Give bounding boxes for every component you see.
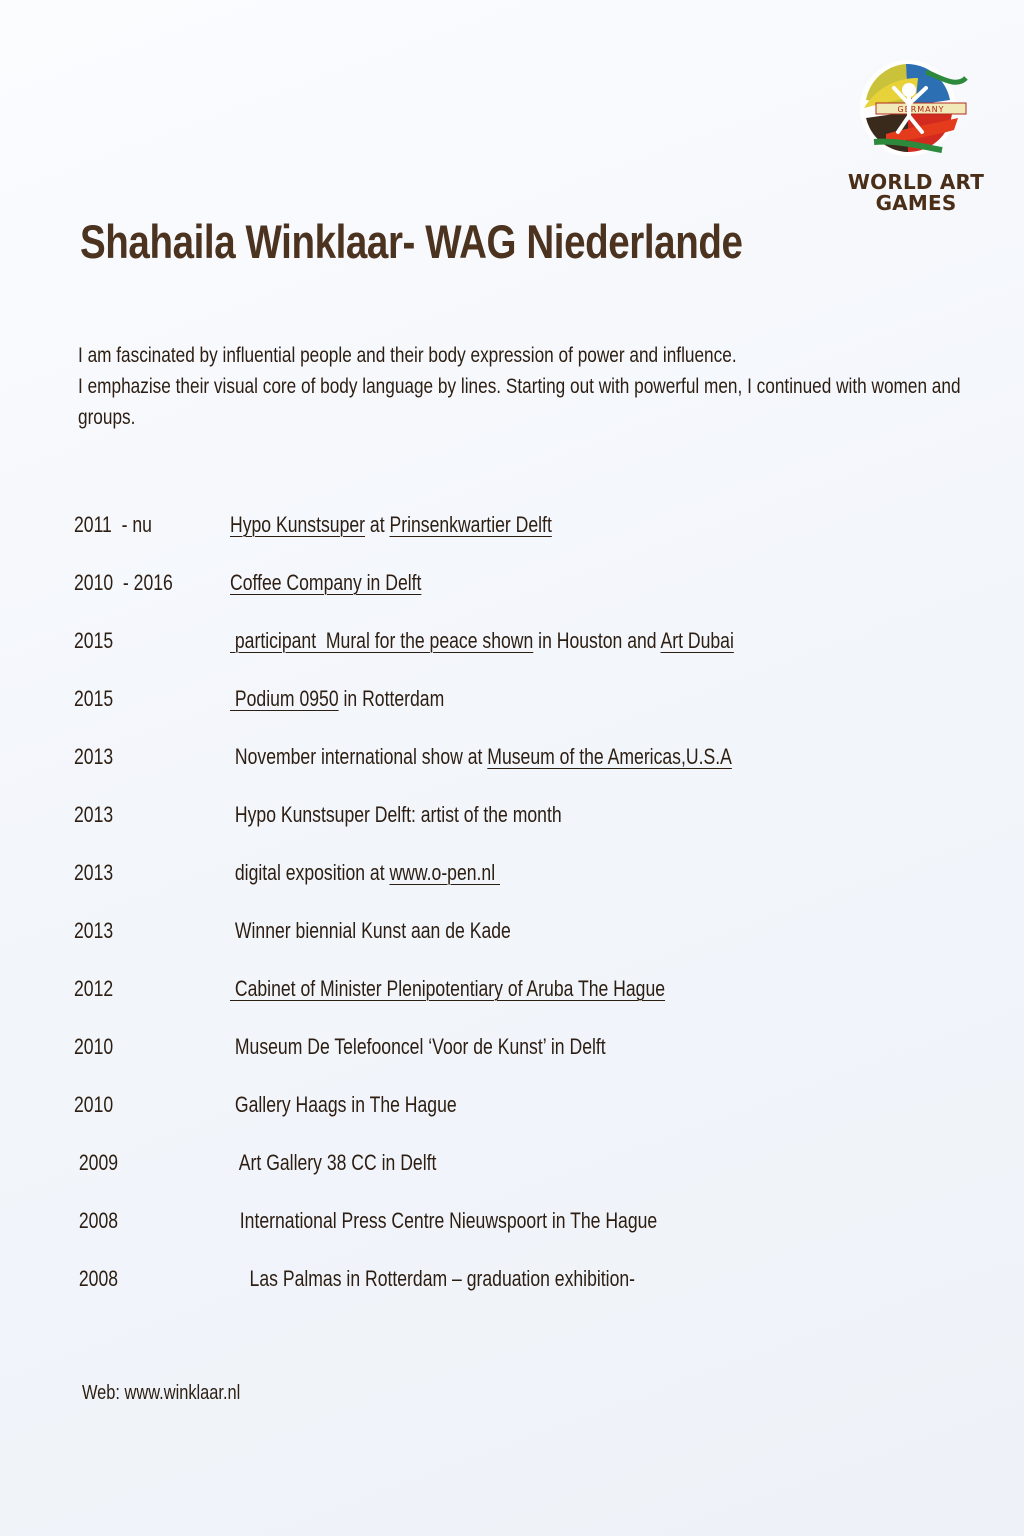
logo-wordmark: [838, 172, 994, 214]
entry-year: 2012: [74, 976, 114, 1001]
entry-text: in Houston and: [533, 628, 661, 653]
list-item: [74, 802, 974, 842]
list-item: [74, 1150, 974, 1190]
entry-text: Hypo Kunstsuper Delft: artist of the month: [230, 802, 562, 827]
list-item: [74, 1034, 974, 1074]
entry-text: at: [365, 512, 390, 537]
entry-link[interactable]: Coffee Company in Delft: [230, 570, 422, 595]
list-item: [74, 918, 974, 958]
entry-year: 2013: [74, 860, 114, 885]
entry-description: [230, 860, 500, 886]
entry-description: [230, 570, 421, 596]
entry-link[interactable]: Museum of the Americas,U.S.A: [487, 744, 732, 769]
world-art-games-emblem-icon: [846, 48, 986, 168]
intro-text: [78, 340, 964, 433]
intro-line: groups.: [78, 406, 136, 429]
list-item: [74, 744, 974, 784]
entry-description: [230, 1150, 436, 1176]
entry-text: digital exposition at: [230, 860, 390, 885]
entry-link[interactable]: Hypo Kunstsuper: [230, 512, 366, 537]
page-title: Shahaila Winklaar- WAG Niederlande: [80, 215, 743, 268]
entry-link[interactable]: participant Mural for the peace shown: [230, 628, 534, 653]
entry-year: 2010: [74, 1034, 114, 1059]
entry-description: [230, 802, 562, 828]
entry-description: [230, 1208, 657, 1234]
entry-year: 2013: [74, 744, 114, 769]
entry-description: [230, 918, 511, 944]
list-item: [74, 570, 974, 610]
entry-link[interactable]: Podium 0950: [230, 686, 339, 711]
entry-description: [230, 512, 552, 538]
world-art-games-logo: [838, 48, 988, 218]
entry-year: 2009: [74, 1150, 119, 1175]
entry-year: 2011 - nu: [74, 512, 152, 537]
logo-country-text: GERMANY: [897, 105, 945, 114]
entry-text: Art Gallery 38 CC in Delft: [230, 1150, 437, 1175]
entry-year: 2008: [74, 1208, 119, 1233]
entry-text: Las Palmas in Rotterdam – graduation exhibition-: [230, 1266, 636, 1291]
entry-year: 2010 - 2016: [74, 570, 173, 595]
intro-line: I emphazise their visual core of body language by lines. Starting out with powerful men, I continued with women and: [78, 375, 961, 398]
entry-year: 2008: [74, 1266, 119, 1291]
entry-description: [230, 1034, 606, 1060]
entry-description: [230, 744, 732, 770]
entry-year: 2013: [74, 918, 114, 943]
entry-description: [230, 1092, 457, 1118]
entry-text: Gallery Haags in The Hague: [230, 1092, 457, 1117]
entry-description: [230, 686, 444, 712]
entry-description: [230, 628, 734, 654]
entry-description: [230, 1266, 635, 1292]
entry-text: Winner biennial Kunst aan de Kade: [230, 918, 511, 943]
entry-description: [230, 976, 665, 1002]
list-item: [74, 628, 974, 668]
entry-link[interactable]: Art Dubai: [660, 628, 734, 653]
entry-text: in Rotterdam: [338, 686, 445, 711]
entry-year: 2015: [74, 686, 114, 711]
intro-line: I am fascinated by influential people and their body expression of power and influence.: [78, 344, 737, 367]
list-item: [74, 1092, 974, 1132]
entry-link[interactable]: www.o-pen.nl: [389, 860, 501, 885]
entry-year: 2015: [74, 628, 114, 653]
logo-line-2: GAMES: [875, 191, 957, 215]
list-item: [74, 512, 974, 552]
list-item: [74, 1208, 974, 1248]
list-item: [74, 860, 974, 900]
entry-text: International Press Centre Nieuwspoort in The Hague: [230, 1208, 658, 1233]
entry-text: Museum De Telefooncel ‘Voor de Kunst’ in Delft: [230, 1034, 606, 1059]
list-item: [74, 1266, 974, 1306]
entry-text: November international show at: [230, 744, 488, 769]
entry-year: 2010: [74, 1092, 114, 1117]
entry-link[interactable]: Prinsenkwartier Delft: [389, 512, 552, 537]
list-item: [74, 686, 974, 726]
list-item: [74, 976, 974, 1016]
logo-line-1: WORLD ART: [847, 170, 985, 194]
entry-year: 2013: [74, 802, 114, 827]
website-link[interactable]: Web: www.winklaar.nl: [82, 1382, 241, 1404]
entry-link[interactable]: Cabinet of Minister Plenipotentiary of Aruba The Hague: [230, 976, 666, 1001]
